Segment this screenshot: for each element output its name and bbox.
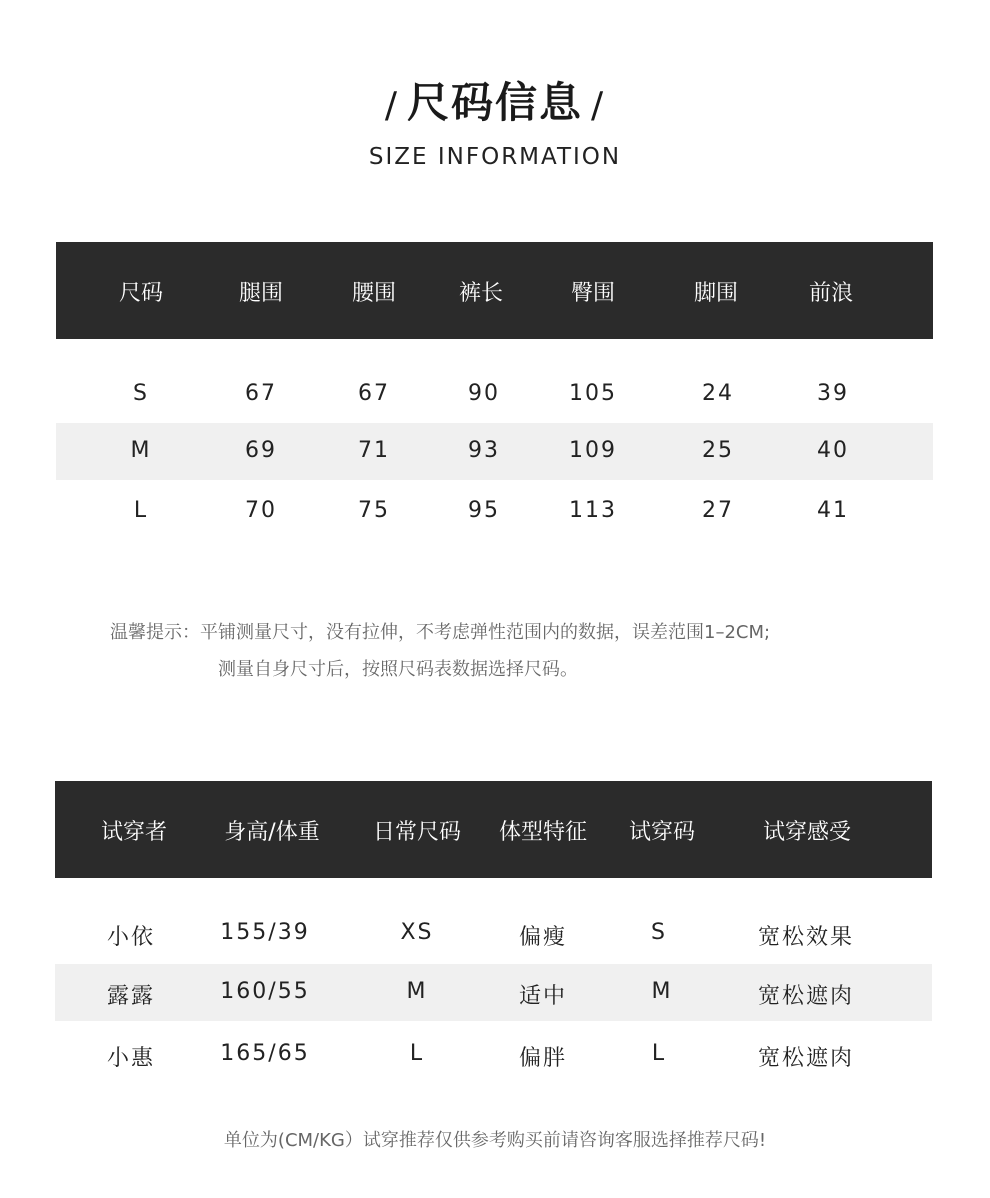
try-header-cell: 体型特征	[498, 820, 588, 845]
table-cell: L	[133, 498, 149, 523]
table-row	[55, 964, 932, 1021]
try-header-cell: 试穿者	[100, 820, 168, 845]
table-cell: 39	[817, 381, 849, 406]
try-header-cell: 日常尺码	[372, 820, 462, 845]
tip-line-2: 测量自身尺寸后，按照尺码表数据选择尺码。	[218, 659, 578, 680]
page-subtitle: SIZE INFORMATION	[368, 144, 622, 170]
table-cell: 109	[569, 438, 617, 463]
table-cell: 70	[245, 498, 277, 523]
table-cell: 71	[358, 438, 390, 463]
table-cell: 75	[358, 498, 390, 523]
tip-line-1: 温馨提示：平铺测量尺寸，没有拉伸，不考虑弹性范围内的数据，误差范围1–2CM;	[110, 622, 771, 643]
table-cell: 偏胖	[518, 1046, 568, 1071]
table-cell: 25	[702, 438, 734, 463]
table-row	[55, 905, 932, 962]
table-cell: 宽松效果	[757, 925, 855, 950]
table-cell: 160/55	[220, 979, 310, 1004]
table-cell: 93	[468, 438, 500, 463]
try-header-cell: 试穿感受	[762, 820, 852, 845]
table-cell: 95	[468, 498, 500, 523]
table-cell: 偏瘦	[518, 925, 568, 950]
table-cell: 105	[569, 381, 617, 406]
table-cell: 露露	[106, 984, 156, 1009]
table-cell: 24	[702, 381, 734, 406]
table-cell: 40	[817, 438, 849, 463]
table-cell: 小惠	[106, 1046, 156, 1071]
size-header-cell: 前浪	[808, 281, 854, 306]
table-cell: 适中	[518, 984, 568, 1009]
size-table	[56, 242, 933, 542]
table-cell: 41	[817, 498, 849, 523]
table-cell: S	[651, 920, 667, 945]
size-header-cell: 裤长	[458, 281, 504, 306]
try-header-cell: 身高/体重	[224, 820, 320, 845]
try-on-table	[55, 781, 932, 1091]
try-header-cell: 试穿码	[628, 820, 696, 845]
measurement-tip	[110, 614, 770, 688]
table-cell: 165/65	[220, 1041, 310, 1066]
size-header-cell: 脚围	[693, 281, 739, 306]
table-row	[56, 366, 933, 423]
table-row	[56, 423, 933, 480]
size-header-cell: 尺码	[118, 281, 164, 306]
table-cell: 小依	[106, 925, 156, 950]
table-row	[56, 483, 933, 540]
size-table-header	[56, 242, 933, 339]
table-cell: 27	[702, 498, 734, 523]
table-cell: 67	[245, 381, 277, 406]
size-header-cell: 腰围	[351, 281, 397, 306]
table-cell: L	[651, 1041, 667, 1066]
table-cell: 69	[245, 438, 277, 463]
footer-note: 单位为(CM/KG）试穿推荐仅供参考购买前请咨询客服选择推荐尺码!	[223, 1130, 767, 1151]
table-cell: S	[133, 381, 149, 406]
table-cell: 宽松遮肉	[757, 1046, 855, 1071]
size-header-cell: 腿围	[238, 281, 284, 306]
table-cell: 90	[468, 381, 500, 406]
table-cell: M	[130, 438, 152, 463]
table-cell: M	[651, 979, 673, 1004]
title-block	[0, 70, 990, 130]
page-title: 尺码信息	[406, 78, 583, 127]
table-cell: 宽松遮肉	[757, 984, 855, 1009]
table-cell: 155/39	[220, 920, 310, 945]
try-on-table-header	[55, 781, 932, 878]
title-slash-left: /	[384, 85, 399, 126]
table-cell: 113	[569, 498, 617, 523]
table-cell: L	[409, 1041, 425, 1066]
table-cell: 67	[358, 381, 390, 406]
table-row	[55, 1026, 932, 1083]
title-slash-right: /	[591, 85, 606, 126]
table-cell: M	[406, 979, 428, 1004]
size-header-cell: 臀围	[570, 281, 616, 306]
table-cell: XS	[400, 920, 434, 945]
